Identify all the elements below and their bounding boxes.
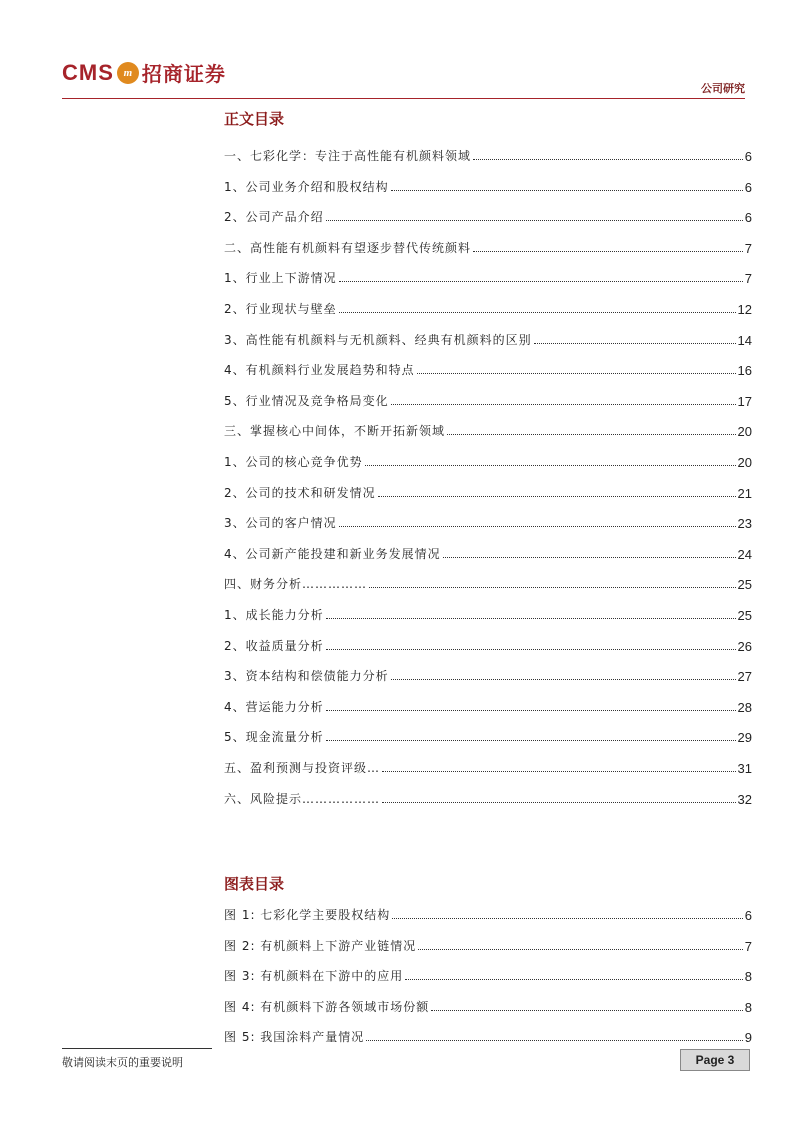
toc-entry[interactable] [224, 666, 752, 684]
entry-page-number: 21 [737, 485, 752, 501]
toc-entry[interactable] [224, 299, 752, 317]
toc-entry[interactable] [224, 605, 752, 623]
entry-page-number: 20 [737, 424, 752, 440]
entry-page-number: 17 [737, 393, 752, 409]
page-number-box: Page 3 [680, 1049, 750, 1071]
entry-label: 二、高性能有机颜料有望逐步替代传统颜料 [224, 240, 472, 255]
header-divider [62, 98, 745, 99]
figures-title: 图表目录 [224, 875, 285, 893]
entry-page-number: 7 [744, 271, 752, 287]
entry-label: 五、盈利预测与投资评级… [224, 761, 381, 775]
figure-entry[interactable] [224, 966, 752, 984]
report-category: 公司研究 [701, 82, 745, 95]
toc-entry[interactable] [224, 544, 752, 562]
entry-page-number: 28 [737, 699, 752, 715]
entry-label: 一、七彩化学：专注于高性能有机颜料领域 [224, 149, 472, 163]
toc-entry[interactable] [224, 483, 752, 501]
toc-entry[interactable] [224, 574, 752, 592]
dot-leader [391, 679, 736, 680]
dot-leader [326, 220, 743, 221]
entry-label: 4、营运能力分析 [224, 699, 324, 714]
dot-leader [326, 710, 736, 711]
toc-entry[interactable] [224, 207, 752, 225]
entry-page-number: 32 [737, 791, 752, 807]
toc-entry[interactable] [224, 636, 752, 654]
dot-leader [382, 802, 736, 803]
entry-page-number: 25 [737, 608, 752, 623]
entry-label: 图 1: 七彩化学主要股权结构 [224, 908, 391, 922]
company-logo [62, 58, 226, 87]
dot-leader [473, 159, 743, 160]
toc-entry[interactable] [224, 452, 752, 470]
dot-leader [369, 587, 736, 588]
dot-leader [443, 557, 736, 558]
figure-entry[interactable] [224, 905, 752, 923]
toc-entry[interactable] [224, 268, 752, 286]
dot-leader [431, 1010, 742, 1011]
figure-entry[interactable] [224, 936, 752, 954]
entry-label: 2、行业现状与壁垒 [224, 302, 337, 316]
dot-leader [447, 434, 736, 435]
toc-entry[interactable] [224, 697, 752, 715]
entry-label: 1、成长能力分析 [224, 608, 324, 622]
entry-page-number: 31 [737, 761, 752, 776]
dot-leader [339, 526, 736, 527]
entry-page-number: 29 [737, 730, 752, 746]
entry-page-number: 12 [737, 302, 752, 317]
entry-label: 2、公司产品介绍 [224, 210, 324, 225]
entry-page-number: 26 [737, 638, 752, 654]
entry-label: 图 5: 我国涂料产量情况 [224, 1030, 365, 1044]
entry-page-number: 27 [737, 669, 752, 685]
entry-label: 4、公司新产能投建和新业务发展情况 [224, 546, 441, 561]
entry-label: 4、有机颜料行业发展趋势和特点 [224, 363, 415, 378]
disclaimer-note: 敬请阅读末页的重要说明 [62, 1056, 183, 1069]
entry-page-number: 6 [744, 908, 752, 923]
dot-leader [391, 404, 736, 405]
entry-label: 三、掌握核心中间体，不断开拓新领域 [224, 424, 446, 439]
entry-label: 5、现金流量分析 [224, 730, 324, 745]
toc-entry[interactable] [224, 391, 752, 409]
dot-leader [473, 251, 743, 252]
entry-label: 2、收益质量分析 [224, 638, 324, 653]
dot-leader [366, 1040, 742, 1041]
entry-label: 1、公司业务介绍和股权结构 [224, 179, 389, 194]
entry-label: 图 2: 有机颜料上下游产业链情况 [224, 938, 417, 953]
entry-page-number: 7 [744, 938, 752, 954]
toc-title: 正文目录 [224, 110, 285, 128]
entry-page-number: 24 [737, 546, 752, 562]
entry-label: 3、公司的客户情况 [224, 516, 337, 531]
entry-label: 1、行业上下游情况 [224, 271, 337, 286]
toc-entry[interactable] [224, 177, 752, 195]
entry-page-number: 6 [744, 210, 752, 226]
entry-page-number: 6 [744, 149, 752, 164]
entry-page-number: 20 [737, 455, 752, 470]
dot-leader [405, 979, 742, 980]
toc-entry[interactable] [224, 238, 752, 256]
entry-label: 图 4: 有机颜料下游各领域市场份额 [224, 999, 430, 1014]
dot-leader [339, 312, 736, 313]
dot-leader [365, 465, 736, 466]
entry-page-number: 25 [737, 577, 752, 593]
toc-entry[interactable] [224, 789, 752, 807]
figure-entry[interactable] [224, 1027, 752, 1045]
entry-label: 5、行业情况及竞争格局变化 [224, 393, 389, 408]
toc-entry[interactable] [224, 360, 752, 378]
entry-label: 2、公司的技术和研发情况 [224, 485, 376, 500]
entry-page-number: 16 [737, 363, 752, 379]
logo-chinese-text: 招商证券 [141, 62, 226, 86]
dot-leader [339, 281, 743, 282]
figure-entry[interactable] [224, 997, 752, 1015]
dot-leader [418, 949, 742, 950]
entry-label: 3、资本结构和偿债能力分析 [224, 669, 389, 684]
entry-page-number: 23 [737, 516, 752, 532]
entry-label: 六、风险提示……………… [224, 791, 381, 806]
dot-leader [326, 740, 736, 741]
footer-divider [62, 1048, 212, 1049]
dot-leader [392, 918, 742, 919]
toc-entry[interactable] [224, 146, 752, 164]
dot-leader [391, 190, 743, 191]
toc-entry[interactable] [224, 727, 752, 745]
dot-leader [534, 343, 736, 344]
entry-label: 1、公司的核心竞争优势 [224, 455, 363, 469]
toc-entry[interactable] [224, 421, 752, 439]
logo-emblem-icon: m [117, 62, 139, 84]
entry-page-number: 7 [744, 240, 752, 256]
logo-cms-text: CMS [62, 59, 114, 85]
dot-leader [417, 373, 736, 374]
entry-label: 图 3: 有机颜料在下游中的应用 [224, 969, 404, 983]
entry-page-number: 6 [744, 179, 752, 195]
entry-label: 3、高性能有机颜料与无机颜料、经典有机颜料的区别 [224, 332, 532, 347]
dot-leader [326, 649, 736, 650]
toc-entry[interactable] [224, 758, 752, 776]
page-header [0, 0, 793, 100]
entry-page-number: 8 [744, 999, 752, 1015]
entry-page-number: 9 [744, 1030, 752, 1045]
dot-leader [378, 496, 736, 497]
dot-leader [382, 771, 736, 772]
toc-entry[interactable] [224, 513, 752, 531]
entry-page-number: 14 [737, 332, 752, 348]
dot-leader [326, 618, 736, 619]
entry-label: 四、财务分析…………… [224, 577, 368, 592]
entry-page-number: 8 [744, 969, 752, 984]
toc-entry[interactable] [224, 330, 752, 348]
